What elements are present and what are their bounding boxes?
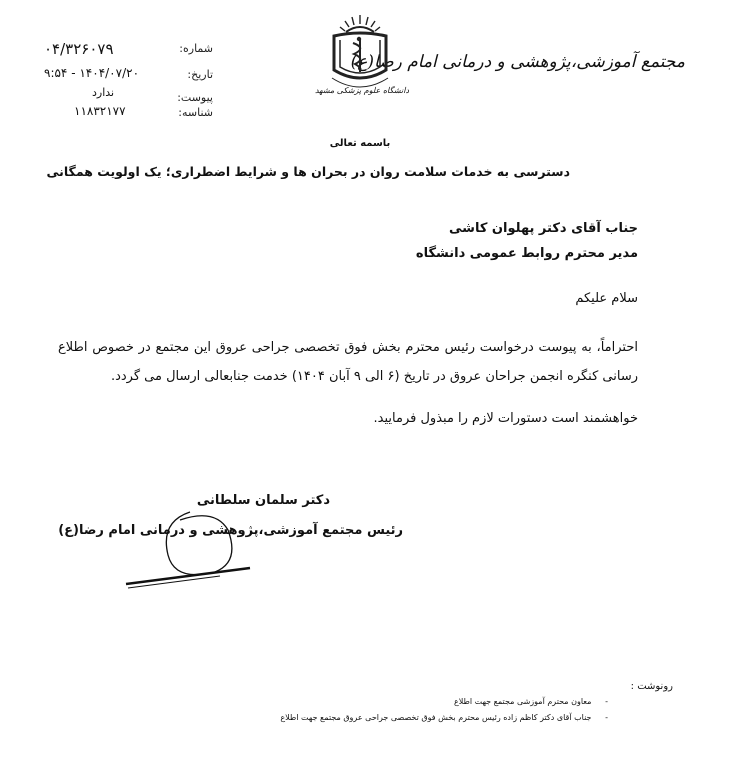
body-paragraph-2: خواهشمند است دستورات لازم را مبذول فرمایید. xyxy=(373,411,638,426)
slogan: دسترسی به خدمات سلامت روان در بحران ها و شرایط اضطراری؛ یک اولویت همگانی xyxy=(46,164,570,179)
cc-bullet: - xyxy=(605,697,608,706)
basmala: باسمه تعالی xyxy=(329,138,391,149)
cc-text: معاون محترم آموزشی مجتمع جهت اطلاع xyxy=(453,697,592,706)
greeting: سلام علیکم xyxy=(575,291,638,306)
cc-bullet: - xyxy=(605,713,608,722)
signer-name: دکتر سلمان سلطانی xyxy=(196,493,330,508)
recipient-title: مدیر محترم روابط عمومی دانشگاه xyxy=(415,246,638,261)
cc-label: رونوشت : xyxy=(630,681,673,692)
logo-caption: دانشگاه علوم پزشکی مشهد xyxy=(314,86,410,95)
letter-date: ۱۴۰۴/۰۷/۲۰ - ۹:۵۴ xyxy=(44,66,140,80)
handwritten-signature xyxy=(120,500,280,595)
attachment-value: ندارد xyxy=(92,86,115,99)
cc-item xyxy=(138,697,608,706)
id-value: ۱۱۸۳۲۱۷۷ xyxy=(74,104,126,118)
cc-item xyxy=(138,713,608,722)
signer-title: رئیس مجتمع آموزشی،پژوهشی و درمانی امام رضا(ع) xyxy=(58,523,403,538)
number-label: شماره: xyxy=(179,42,213,55)
attachment-label: پیوست: xyxy=(177,91,213,104)
id-label: شناسه: xyxy=(178,106,213,119)
cc-text: جناب آقای دکتر کاظم زاده رئیس محترم بخش فوق تخصصی جراحی عروق مجتمع جهت اطلاع xyxy=(280,713,592,722)
date-label: تاریخ: xyxy=(187,68,213,81)
letter-number: ۰۴/۳۲۶۰۷۹ xyxy=(44,40,114,58)
body-paragraph-1: احتراماً، به پیوست درخواست رئیس محترم بخش فوق تخصصی جراحی عروق این مجتمع در خصوص اطلاع رسانی کنگره انجمن جراحان عروق در تاریخ (۶ الی ۹ آبان ۱۴۰۴) خدمت جنابعالی ارسال می گردد. xyxy=(58,340,638,384)
organization-name: مجتمع آموزشی،پژوهشی و درمانی امام رضا(ع) xyxy=(350,52,685,72)
recipient-name: جناب آقای دکتر پهلوان کاشی xyxy=(449,221,638,236)
